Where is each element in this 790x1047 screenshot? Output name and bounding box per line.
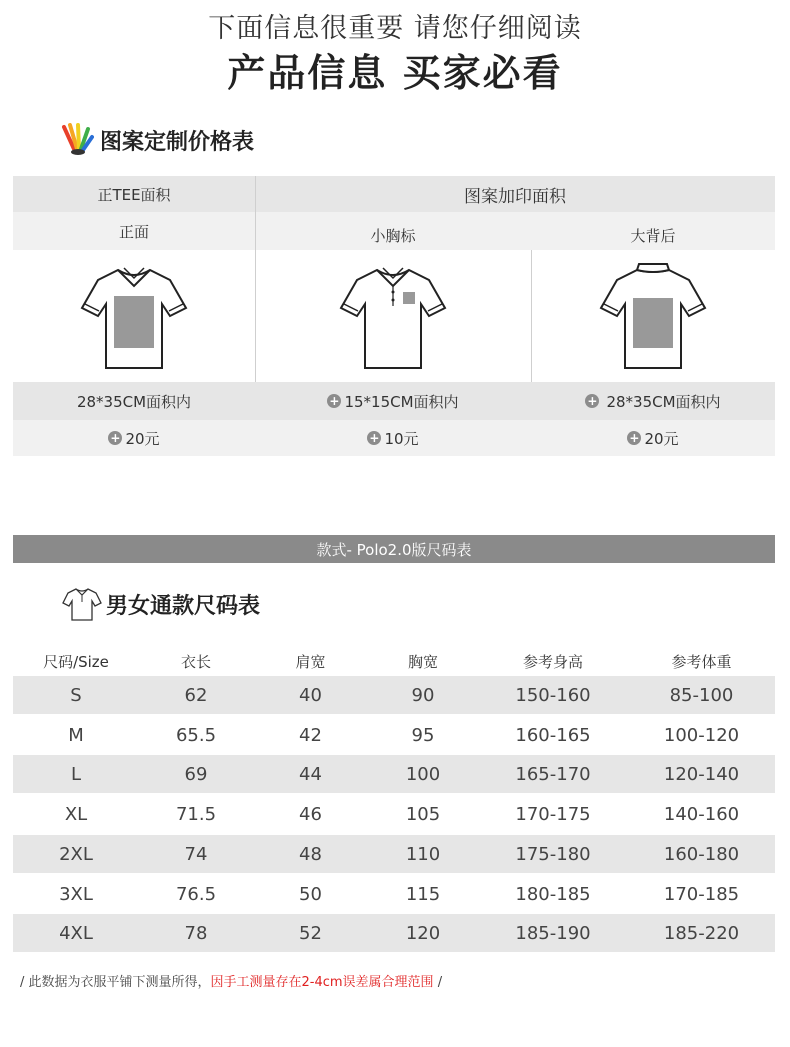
plus-icon: + <box>587 394 598 408</box>
length-cell: 74 <box>184 843 208 865</box>
price-table-header <box>13 176 775 212</box>
weight-cell: 170-185 <box>663 883 740 905</box>
shoulder-cell: 40 <box>299 684 322 706</box>
front-shirt-cell <box>13 250 255 382</box>
table-row <box>13 755 775 793</box>
plus-icon: + <box>369 431 380 445</box>
plus-icon: + <box>629 431 640 445</box>
weight-cell: 140-160 <box>663 803 740 825</box>
table-row <box>13 716 775 754</box>
chest-cell: 105 <box>405 803 441 825</box>
size-chest-cell <box>255 382 531 420</box>
height-cell: 180-185 <box>515 883 591 905</box>
chest-cell: 95 <box>411 724 435 746</box>
size-section-heading <box>62 586 260 622</box>
height-cell: 165-170 <box>515 763 591 785</box>
price-chest-cell <box>255 420 531 456</box>
size-front: 28*35CM面积内 <box>76 392 192 411</box>
size-back-cell <box>531 382 775 420</box>
table-row <box>13 875 775 913</box>
height-cell: 160-165 <box>515 724 591 746</box>
weight-cell: 120-140 <box>663 763 740 785</box>
shoulder-cell: 42 <box>299 724 322 746</box>
chest-cell: 110 <box>405 843 441 865</box>
price-section-title: 图案定制价格表 <box>100 129 255 155</box>
divider <box>531 250 532 382</box>
shirt-image-row <box>13 250 775 382</box>
price-back: 20元 <box>644 429 679 448</box>
chest-cell: 115 <box>405 883 441 905</box>
size-table-header <box>13 648 775 674</box>
table-row <box>13 914 775 952</box>
weight-cell: 160-180 <box>663 843 740 865</box>
header-height: 参考身高 <box>522 652 583 671</box>
header-length: 衣长 <box>180 652 211 671</box>
size-cell: M <box>68 724 84 746</box>
height-cell: 170-175 <box>515 803 591 825</box>
size-chest: 15*15CM面积内 <box>344 392 459 411</box>
size-cell: 3XL <box>59 883 93 905</box>
plus-icon: + <box>110 431 121 445</box>
length-cell: 78 <box>184 922 208 944</box>
header-shoulder: 肩宽 <box>295 652 326 671</box>
area-column-label: 正TEE面积 <box>97 185 171 204</box>
position-chest: 小胸标 <box>370 226 416 245</box>
polo-chest-print-icon <box>337 260 449 372</box>
size-section-title: 男女通款尺码表 <box>106 593 261 619</box>
footnote-warning: 因手工测量存在2-4cm误差属合理范围 <box>210 975 434 990</box>
footnote-suffix: / <box>433 975 443 990</box>
weight-cell: 185-220 <box>663 922 740 944</box>
size-cell: XL <box>64 803 88 825</box>
weight-cell: 85-100 <box>669 684 734 706</box>
divider <box>255 176 256 382</box>
chest-shirt-cell <box>255 250 531 382</box>
chest-cell: 100 <box>405 763 441 785</box>
height-cell: 175-180 <box>515 843 591 865</box>
back-shirt-cell <box>531 250 775 382</box>
shoulder-cell: 50 <box>299 883 322 905</box>
price-front-cell <box>13 420 255 456</box>
price-table <box>13 176 775 456</box>
shoulder-cell: 52 <box>299 922 322 944</box>
measurement-footnote <box>20 971 442 990</box>
polo-front-print-icon <box>78 260 190 372</box>
length-cell: 71.5 <box>175 803 217 825</box>
size-cell: 4XL <box>59 922 93 944</box>
polo-shirt-icon <box>62 586 102 622</box>
height-cell: 185-190 <box>515 922 591 944</box>
table-row <box>13 835 775 873</box>
price-back-cell <box>531 420 775 456</box>
footnote-prefix: / 此数据为衣服平铺下测量所得， <box>20 975 211 990</box>
header-note: 下面信息很重要 请您仔细阅读 <box>208 13 582 44</box>
height-cell: 150-160 <box>515 684 591 706</box>
table-row <box>13 676 775 714</box>
polo-back-print-icon <box>597 260 709 372</box>
style-banner: 款式- Polo2.0版尺码表 <box>13 535 775 563</box>
position-row <box>13 212 775 250</box>
price-row <box>13 420 775 456</box>
length-cell: 65.5 <box>175 724 217 746</box>
price-section-heading <box>60 123 254 157</box>
shoulder-cell: 46 <box>299 803 322 825</box>
header-size: 尺码/Size <box>43 652 109 671</box>
header-title: 产品信息 买家必看 <box>227 51 563 95</box>
size-back: 28*35CM面积内 <box>606 392 721 411</box>
length-cell: 62 <box>184 684 208 706</box>
position-front: 正面 <box>118 222 149 241</box>
shoulder-cell: 48 <box>299 843 322 865</box>
chest-cell: 90 <box>411 684 435 706</box>
price-front: 20元 <box>125 429 160 448</box>
size-cell: 2XL <box>59 843 93 865</box>
print-size-row <box>13 382 775 420</box>
size-cell: L <box>70 763 82 785</box>
weight-cell: 100-120 <box>663 724 740 746</box>
position-back: 大背后 <box>630 226 676 245</box>
plus-icon: + <box>329 394 340 408</box>
length-cell: 69 <box>184 763 208 785</box>
header-chest: 胸宽 <box>407 652 438 671</box>
chest-cell: 120 <box>405 922 441 944</box>
brush-logo-icon <box>60 123 94 157</box>
table-row <box>13 795 775 833</box>
price-chest: 10元 <box>384 429 419 448</box>
shoulder-cell: 44 <box>299 763 322 785</box>
header-weight: 参考体重 <box>671 652 732 671</box>
print-column-label: 图案加印面积 <box>464 186 566 207</box>
size-cell: S <box>70 684 82 706</box>
length-cell: 76.5 <box>175 883 217 905</box>
